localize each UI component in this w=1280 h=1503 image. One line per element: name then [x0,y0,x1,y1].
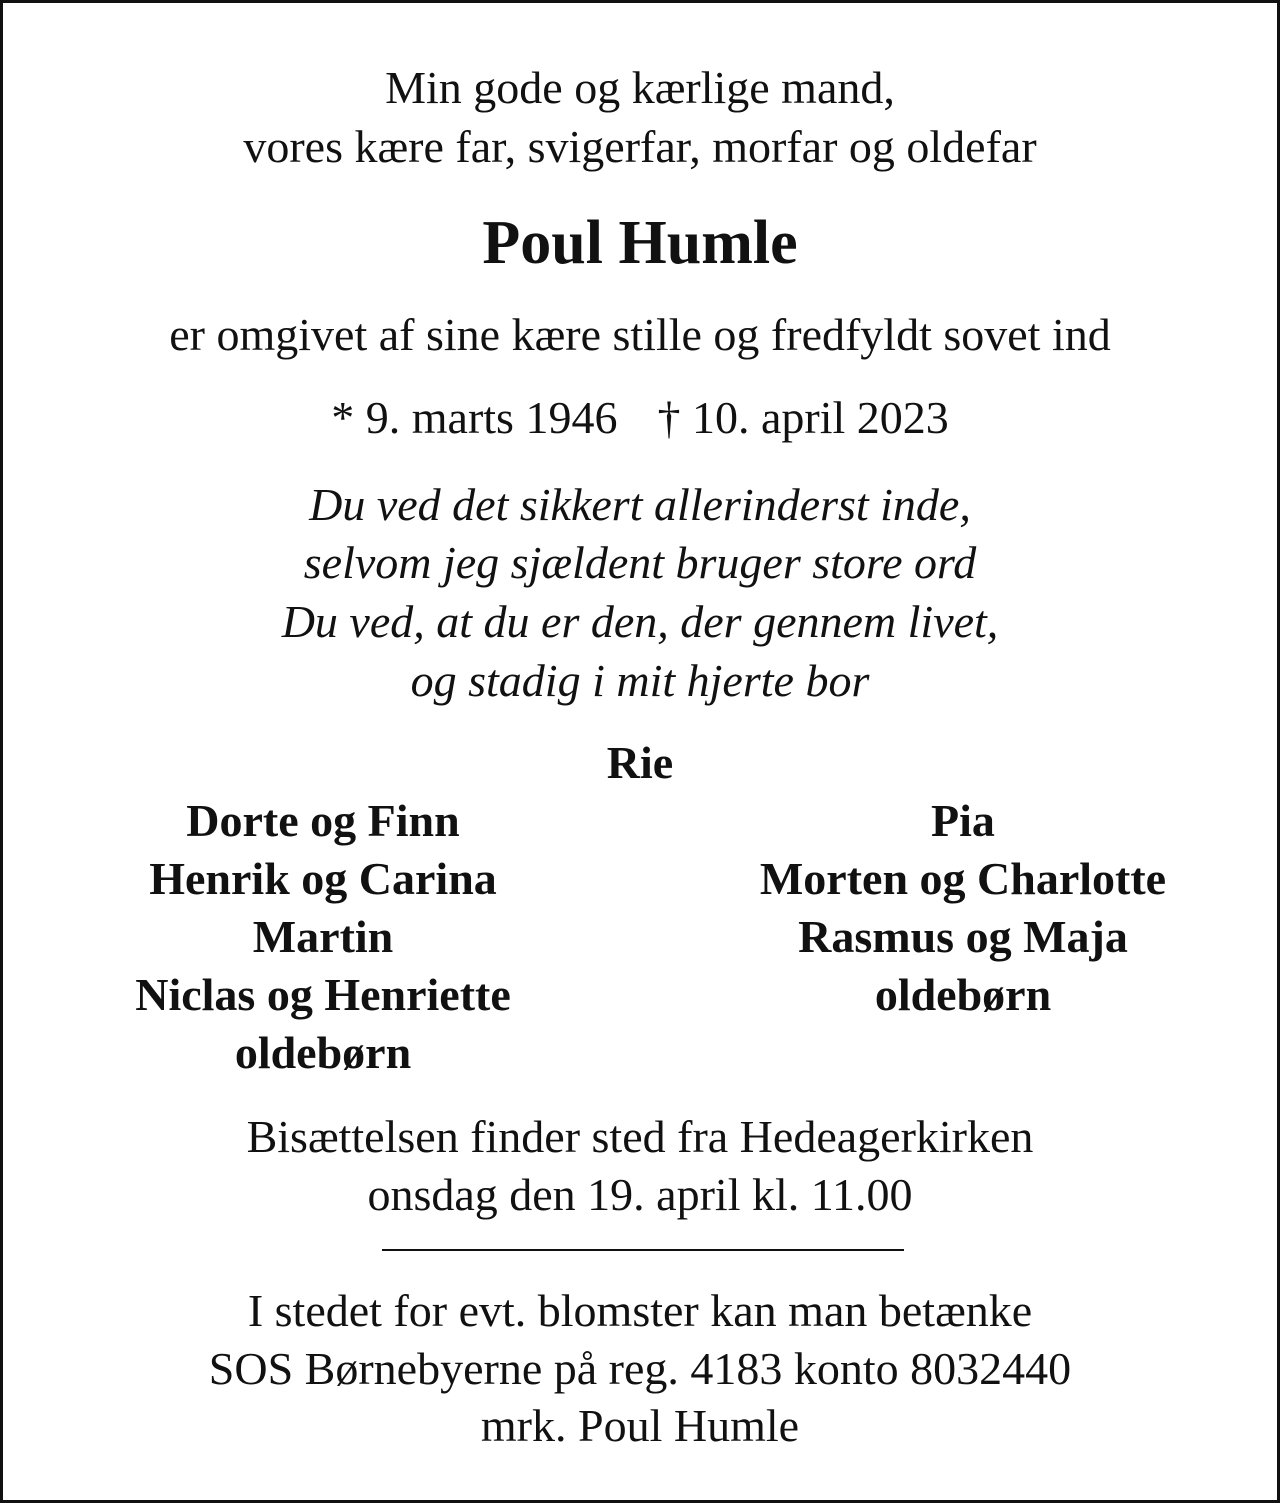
verse-line-4: og stadig i mit hjerte bor [410,655,870,706]
memorial-line-2: SOS Børnebyerne på reg. 4183 konto 8032440 [208,1343,1072,1394]
funeral-line-1: Bisættelsen finder sted fra Hedeagerkirken [246,1111,1034,1162]
funeral-line-2: onsdag den 19. april kl. 11.00 [367,1169,913,1220]
family-left-5: oldebørn [234,1027,412,1078]
family-left-4: Niclas og Henriette [135,969,511,1020]
family-right-2: Morten og Charlotte [759,853,1167,904]
family-right-3: Rasmus og Maja [798,911,1128,962]
verse-line-3: Du ved, at du er den, der gennem livet, [281,596,999,647]
life-dates [3,392,1277,443]
family-left-3: Martin [252,911,394,962]
memorial-line-1: I stedet for evt. blomster kan man betænke [247,1285,1033,1336]
intro-line-1: Min gode og kærlige mand, [385,62,895,113]
announcement-text: er omgivet af sine kære stille og fredfyldt sovet ind [169,309,1111,360]
verse-line-1: Du ved det sikkert allerinderst inde, [309,479,971,530]
family-right-4: oldebørn [874,969,1052,1020]
death-date: † 10. april 2023 [657,392,949,443]
family-right-1: Pia [931,795,995,846]
verse-line-2: selvom jeg sjældent bruger store ord [303,537,977,588]
intro-line-2: vores kære far, svigerfar, morfar og oldefar [243,121,1037,172]
memorial-line-3: mrk. Poul Humle [480,1400,800,1451]
family-left-1: Dorte og Finn [186,795,460,846]
deceased-name: Poul Humle [482,209,798,277]
birth-date: * 9. marts 1946 [331,392,618,443]
family-left-2: Henrik og Carina [149,853,497,904]
divider-line [382,1249,904,1251]
spouse-name: Rie [606,737,674,788]
